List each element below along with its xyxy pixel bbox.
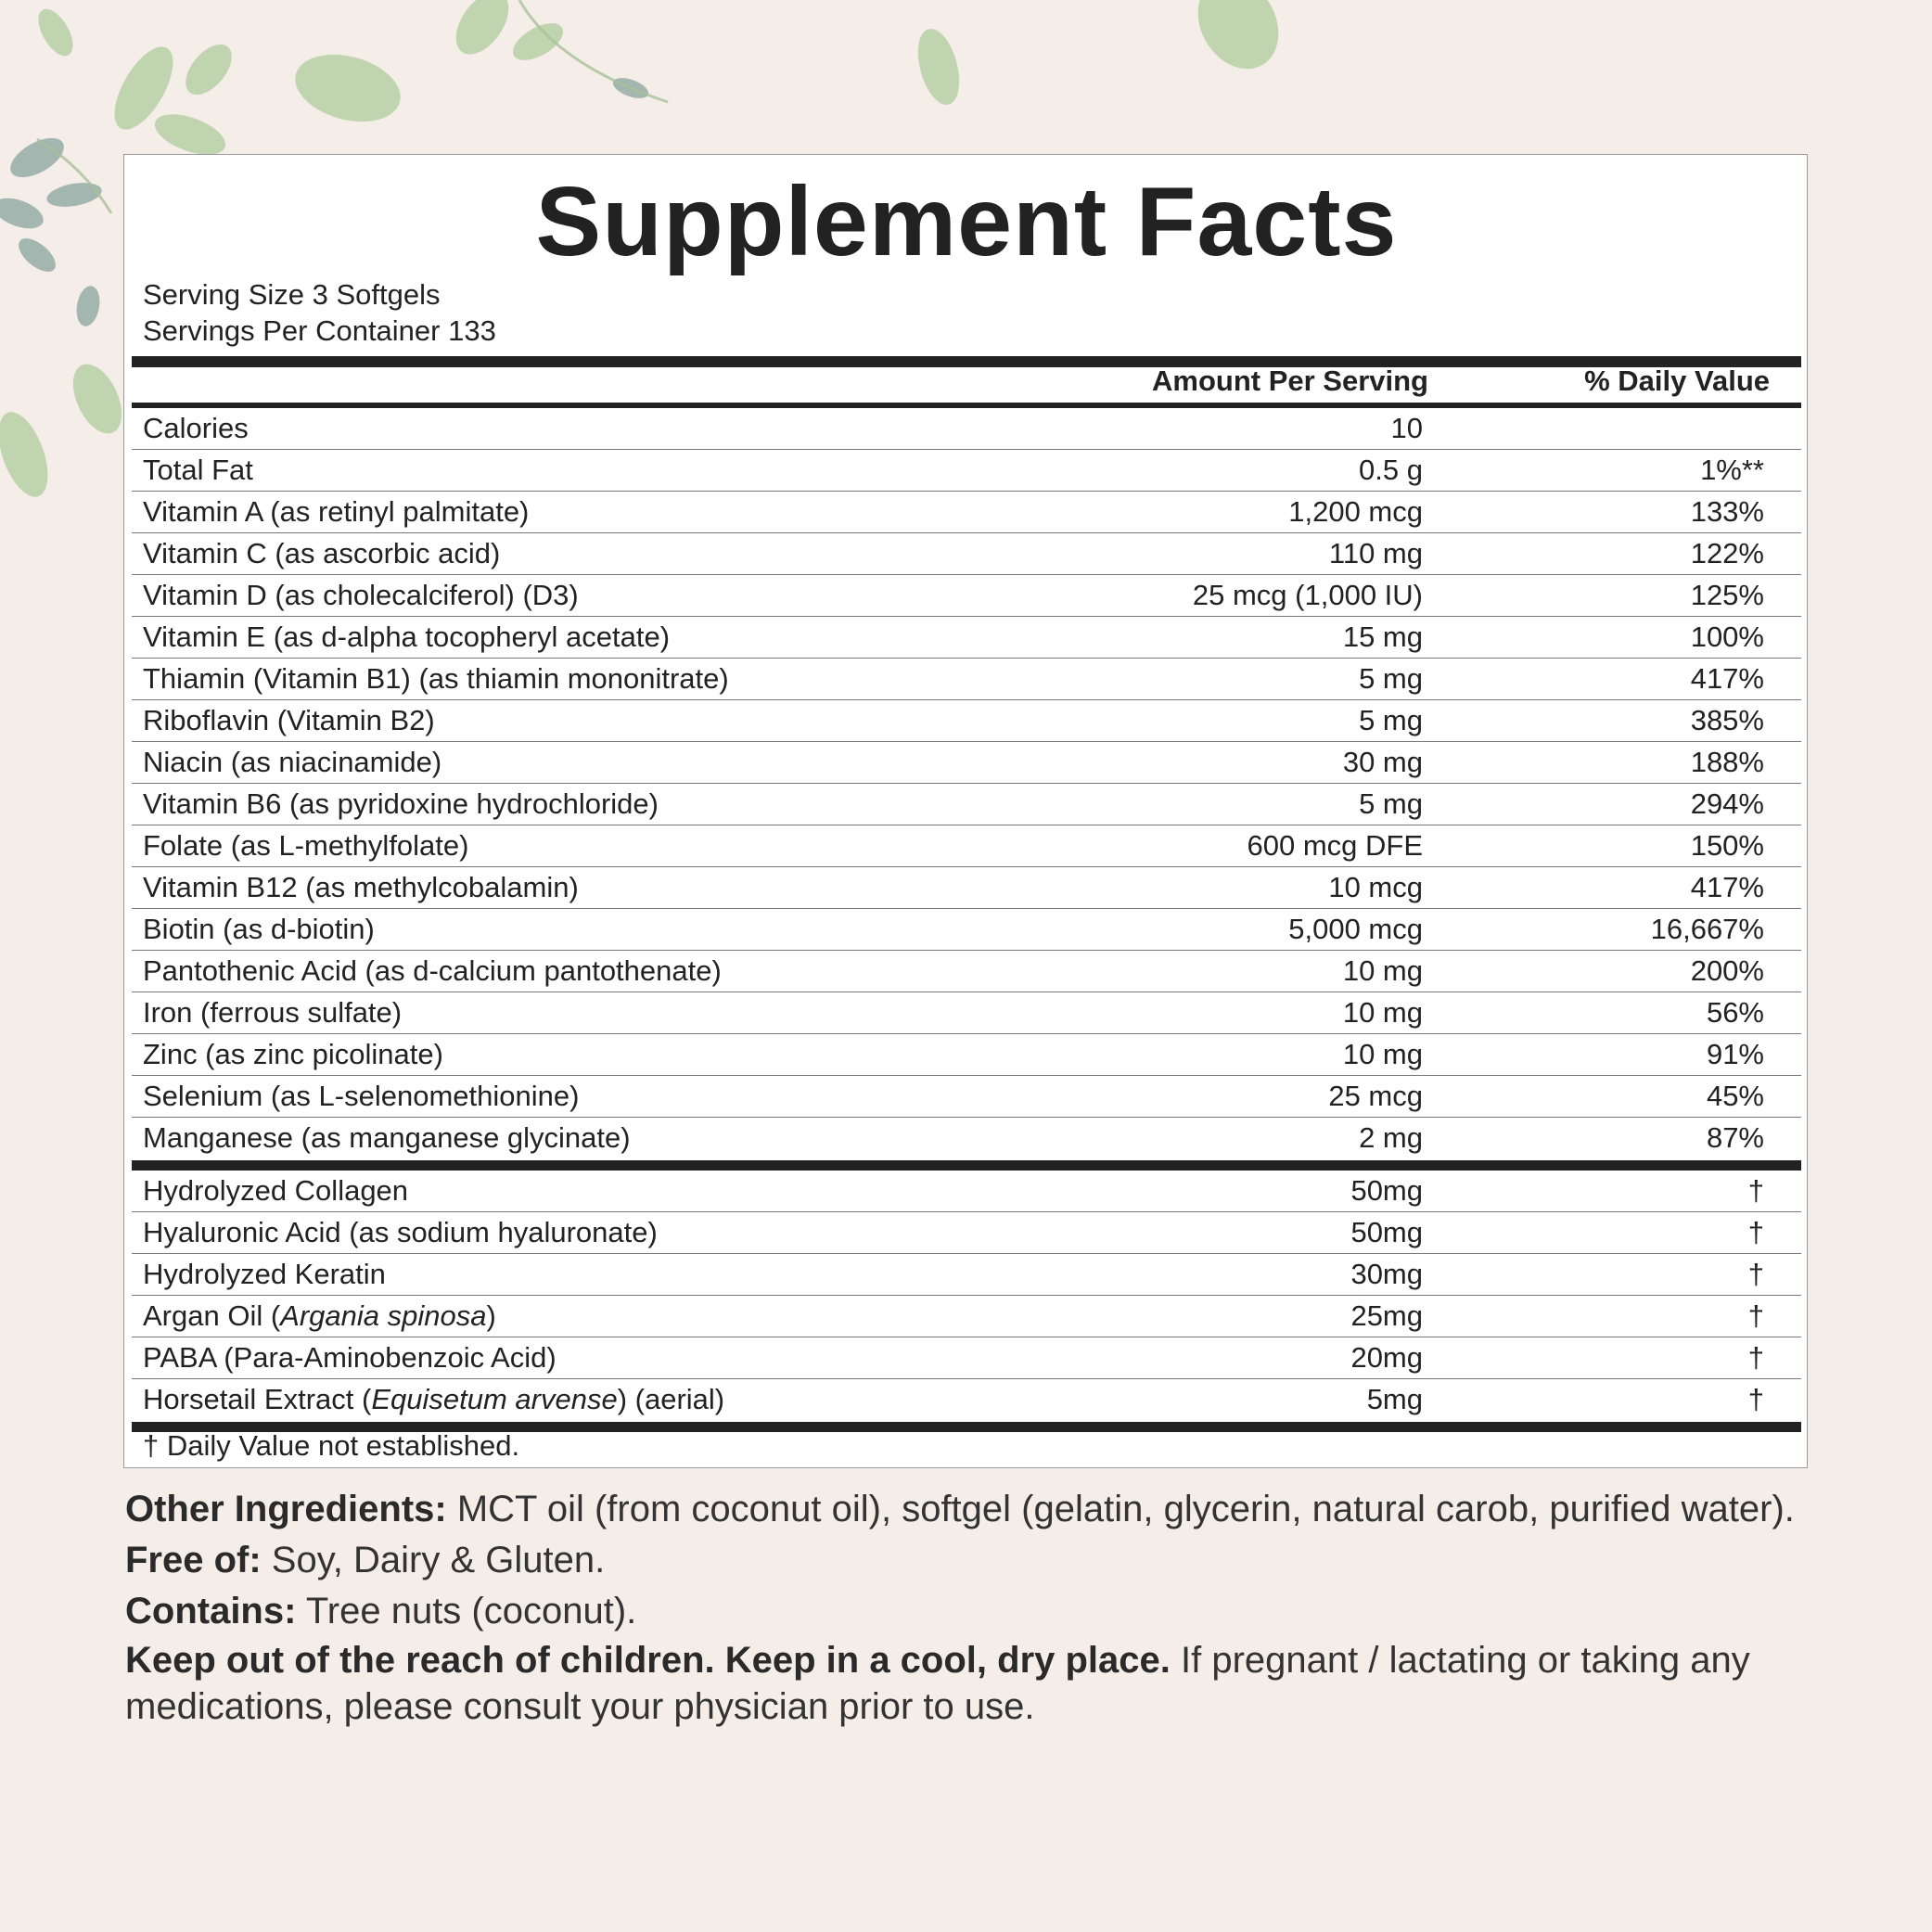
table-row: [132, 1212, 1801, 1254]
note-text: Tree nuts (coconut).: [296, 1591, 637, 1631]
nutrient-name: Total Fat: [143, 454, 253, 486]
amount-header: Amount Per Serving: [1152, 365, 1428, 397]
nutrient-name: Vitamin D (as cholecalciferol) (D3): [143, 579, 579, 611]
table-row: [132, 1337, 1801, 1379]
table-row: [132, 408, 1801, 450]
amount-cell: 25mg: [1350, 1299, 1423, 1332]
amount-cell: 5 mg: [1359, 662, 1423, 695]
daily-value-cell: 87%: [1706, 1121, 1764, 1154]
table-row: [132, 533, 1801, 575]
table-row: [132, 867, 1801, 909]
table-row: [132, 951, 1801, 992]
daily-value-cell: 125%: [1690, 579, 1764, 611]
daily-value-cell: 16,667%: [1650, 913, 1764, 945]
table-row: [132, 575, 1801, 617]
daily-value-cell: 133%: [1690, 495, 1764, 528]
free-of-note: [125, 1535, 1813, 1586]
daily-value-cell: †: [1747, 1383, 1764, 1415]
daily-value-cell: †: [1747, 1299, 1764, 1332]
amount-cell: 15 mg: [1342, 621, 1423, 653]
name-part: Argan Oil (: [143, 1299, 281, 1332]
nutrient-name: Folate (as L-methylfolate): [143, 829, 469, 862]
nutrient-name: Vitamin C (as ascorbic acid): [143, 537, 501, 569]
footnote: † Daily Value not established.: [143, 1429, 520, 1462]
note-text: Soy, Dairy & Gluten.: [261, 1540, 606, 1580]
table-row: [132, 784, 1801, 825]
daily-value-cell: 385%: [1690, 704, 1764, 736]
amount-cell: 50mg: [1350, 1174, 1423, 1207]
servings-per-container: Servings Per Container 133: [143, 314, 496, 347]
amount-cell: 10 mg: [1342, 954, 1423, 987]
supplement-facts-panel: [123, 154, 1808, 1468]
table-row: [132, 617, 1801, 659]
amount-cell: 5 mg: [1359, 704, 1423, 736]
warning-note: [125, 1637, 1813, 1730]
nutrient-name: [143, 1379, 724, 1420]
table-row: [132, 1296, 1801, 1337]
note-text: If pregnant / lactating or taking any medications, please consult your physician prior to use.: [125, 1640, 1750, 1727]
nutrient-name: Vitamin E (as d-alpha tocopheryl acetate): [143, 621, 671, 653]
table-row: [132, 1034, 1801, 1076]
amount-cell: 25 mcg: [1328, 1080, 1423, 1112]
contains-note: [125, 1586, 1813, 1637]
note-label: Contains:: [125, 1591, 297, 1631]
latin-name: Equisetum arvense: [371, 1383, 618, 1415]
note-label: Free of:: [125, 1540, 262, 1580]
amount-cell: 5 mg: [1359, 787, 1423, 820]
table-row: [132, 700, 1801, 742]
amount-cell: 600 mcg DFE: [1247, 829, 1423, 862]
other-ingredients-table: [132, 1171, 1801, 1420]
table-row: [132, 492, 1801, 533]
daily-value-header: % Daily Value: [1584, 365, 1770, 397]
table-row: [132, 1118, 1801, 1158]
table-row: [132, 1171, 1801, 1212]
daily-value-cell: 150%: [1690, 829, 1764, 862]
daily-value-cell: 91%: [1706, 1038, 1764, 1070]
table-row: [132, 659, 1801, 700]
nutrient-name: Vitamin A (as retinyl palmitate): [143, 495, 530, 528]
nutrient-name: Biotin (as d-biotin): [143, 913, 375, 945]
daily-value-cell: 56%: [1706, 996, 1764, 1029]
amount-cell: 10 mg: [1342, 996, 1423, 1029]
note-label: Keep out of the reach of children. Keep in a cool, dry place.: [125, 1640, 1171, 1681]
nutrient-name: Vitamin B6 (as pyridoxine hydrochloride): [143, 787, 659, 820]
nutrient-name: Hydrolyzed Collagen: [143, 1174, 409, 1207]
nutrient-name: Vitamin B12 (as methylcobalamin): [143, 871, 579, 903]
table-row: [132, 450, 1801, 492]
amount-cell: 10 mg: [1342, 1038, 1423, 1070]
nutrient-name: Calories: [143, 412, 249, 444]
latin-name: Argania spinosa: [280, 1299, 487, 1332]
daily-value-cell: 294%: [1690, 787, 1764, 820]
thick-divider: [132, 1160, 1801, 1171]
thick-divider: [132, 356, 1801, 367]
serving-size: Serving Size 3 Softgels: [143, 278, 441, 311]
table-row: [132, 992, 1801, 1034]
amount-cell: 20mg: [1350, 1341, 1423, 1374]
nutrient-name: Iron (ferrous sulfate): [143, 996, 403, 1029]
name-part: ) (aerial): [617, 1383, 725, 1415]
daily-value-cell: 45%: [1706, 1080, 1764, 1112]
daily-value-cell: 1%**: [1700, 454, 1764, 486]
nutrient-name: Selenium (as L-selenomethionine): [143, 1080, 580, 1112]
panel-title: Supplement Facts: [535, 167, 1398, 276]
amount-cell: 110 mg: [1328, 537, 1423, 569]
table-row: [132, 909, 1801, 951]
amount-cell: 5mg: [1366, 1383, 1423, 1415]
amount-cell: 5,000 mcg: [1288, 913, 1423, 945]
table-row: [132, 825, 1801, 867]
table-row: [132, 1379, 1801, 1420]
nutrient-table: [132, 408, 1801, 1158]
amount-cell: 0.5 g: [1359, 454, 1423, 486]
daily-value-cell: 188%: [1690, 746, 1764, 778]
amount-cell: 25 mcg (1,000 IU): [1192, 579, 1423, 611]
nutrient-name: [143, 1296, 496, 1337]
daily-value-cell: 417%: [1690, 662, 1764, 695]
amount-cell: 1,200 mcg: [1288, 495, 1423, 528]
table-row: [132, 1254, 1801, 1296]
nutrient-name: Niacin (as niacinamide): [143, 746, 442, 778]
nutrient-name: Pantothenic Acid (as d-calcium pantothenate): [143, 954, 722, 987]
nutrient-name: Riboflavin (Vitamin B2): [143, 704, 435, 736]
amount-cell: 2 mg: [1359, 1121, 1423, 1154]
amount-cell: 10: [1390, 412, 1423, 444]
daily-value-cell: 200%: [1690, 954, 1764, 987]
note-label: Other Ingredients:: [125, 1489, 447, 1529]
table-row: [132, 1076, 1801, 1118]
daily-value-cell: 122%: [1690, 537, 1764, 569]
amount-cell: 30mg: [1350, 1258, 1423, 1290]
nutrient-name: Zinc (as zinc picolinate): [143, 1038, 443, 1070]
nutrient-name: Hydrolyzed Keratin: [143, 1258, 386, 1290]
nutrient-name: PABA (Para-Aminobenzoic Acid): [143, 1341, 557, 1374]
amount-cell: 10 mcg: [1328, 871, 1423, 903]
amount-cell: 50mg: [1350, 1216, 1423, 1248]
label-notes: [125, 1484, 1813, 1730]
table-row: [132, 742, 1801, 784]
daily-value-cell: †: [1747, 1216, 1764, 1248]
daily-value-cell: 100%: [1690, 621, 1764, 653]
nutrient-name: Hyaluronic Acid (as sodium hyaluronate): [143, 1216, 658, 1248]
daily-value-cell: 417%: [1690, 871, 1764, 903]
other-ingredients-note: [125, 1484, 1813, 1535]
daily-value-cell: †: [1747, 1258, 1764, 1290]
name-part: ): [486, 1299, 496, 1332]
daily-value-cell: †: [1747, 1174, 1764, 1207]
nutrient-name: Manganese (as manganese glycinate): [143, 1121, 631, 1154]
daily-value-cell: †: [1747, 1341, 1764, 1374]
nutrient-name: Thiamin (Vitamin B1) (as thiamin mononitrate): [143, 662, 729, 695]
amount-cell: 30 mg: [1342, 746, 1423, 778]
note-text: MCT oil (from coconut oil), softgel (gelatin, glycerin, natural carob, purified water).: [446, 1489, 1795, 1529]
name-part: Horsetail Extract (: [143, 1383, 372, 1415]
